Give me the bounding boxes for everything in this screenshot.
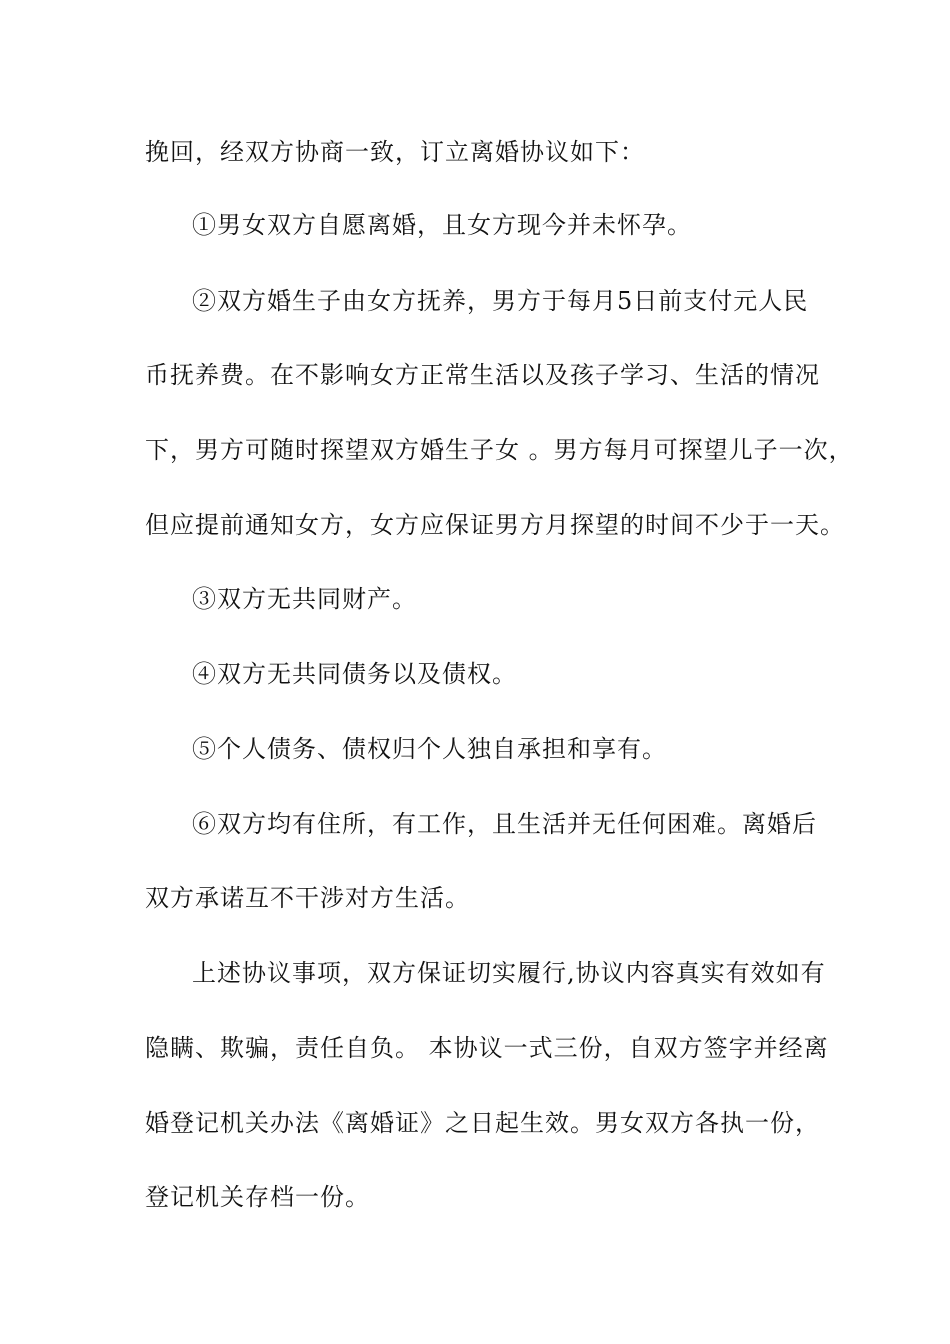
text-line-1: 挽回，经双方协商一致，订立离婚协议如下：	[145, 138, 645, 166]
clause-3: ③双方无共同财产。	[192, 585, 417, 613]
text-line-13: 隐瞒、欺骗，责任自负。 本协议一式三份，自双方签字并经离	[145, 1034, 829, 1062]
clause-4: ④双方无共同债务以及债权。	[192, 660, 517, 688]
text-line-15: 登记机关存档一份。	[145, 1183, 370, 1211]
text-line-5: 下，男方可随时探望双方婚生子女 。男方每月可探望儿子一次，	[145, 436, 854, 464]
clause-2: ②双方婚生子由女方抚养，男方于每月5日前支付元人民	[192, 287, 809, 315]
clause-6: ⑥双方均有住所，有工作，且生活并无任何困难。离婚后	[192, 810, 817, 838]
text-line-6: 但应提前通知女方，女方应保证男方月探望的时间不少于一天。	[145, 511, 845, 539]
text-line-4: 币抚养费。在不影响女方正常生活以及孩子学习、生活的情况	[145, 361, 820, 389]
clause-5: ⑤个人债务、债权归个人独自承担和享有。	[192, 735, 667, 763]
text-line-14: 婚登记机关办法《离婚证》之日起生效。男女双方各执一份，	[145, 1109, 820, 1137]
summary-paragraph: 上述协议事项，双方保证切实履行,协议内容真实有效如有	[192, 959, 826, 987]
clause-1: ①男女双方自愿离婚，且女方现今并未怀孕。	[192, 211, 692, 239]
text-line-11: 双方承诺互不干涉对方生活。	[145, 884, 470, 912]
